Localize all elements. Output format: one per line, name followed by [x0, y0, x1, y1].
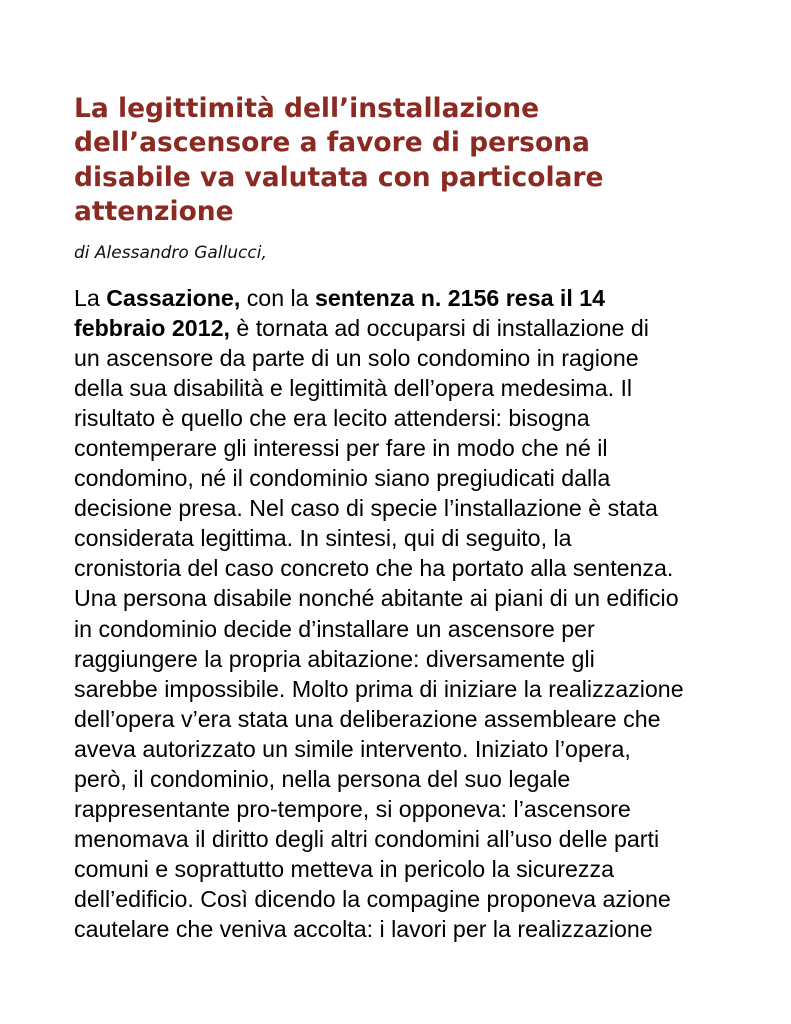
body-line [74, 283, 764, 313]
body-line: in condominio decide d’installare un ascensore per [74, 615, 595, 642]
ruling-reference: sentenza n. 2156 resa il 14 [315, 285, 606, 311]
article-body [74, 283, 764, 944]
title-line: dell’ascensore a favore di persona [74, 127, 590, 159]
body-line: dell’edificio. Così dicendo la compagine proponeva azione [74, 885, 671, 912]
body-text: con la [240, 285, 316, 311]
body-line: risultato è quello che era lecito attendersi: bisogna [74, 405, 590, 432]
body-line: contemperare gli interessi per fare in modo che né il [74, 435, 608, 462]
body-line: cronistoria del caso concreto che ha portato alla sentenza. [74, 555, 674, 582]
title-line: disabile va valutata con particolare [74, 161, 604, 193]
body-line: considerata legittima. In sintesi, qui di seguito, la [74, 525, 572, 552]
body-line: rappresentante pro-tempore, si opponeva: l’ascensore [74, 795, 631, 822]
body-line: condomino, né il condominio siano pregiudicati dalla [74, 465, 611, 492]
title-line: La legittimità dell’installazione [74, 93, 540, 124]
body-line: un ascensore da parte di un solo condomino in ragione [74, 345, 639, 372]
body-line [74, 313, 764, 343]
body-line: cautelare che veniva accolta: i lavori per la realizzazione [74, 915, 653, 942]
body-line: decisione presa. Nel caso di specie l’installazione è stata [74, 495, 658, 522]
body-line: comuni e soprattutto metteva in pericolo la sicurezza [74, 855, 615, 882]
body-line: della sua disabilità e legittimità dell’opera medesima. Il [74, 375, 633, 402]
body-line: sarebbe impossibile. Molto prima di iniziare la realizzazione [74, 675, 684, 702]
body-line: dell’opera v’era stata una deliberazione assembleare che [74, 705, 661, 732]
court-name: Cassazione, [106, 285, 241, 311]
body-text: è tornata ad occuparsi di installazione di [229, 315, 649, 342]
body-line: aveva autorizzato un simile intervento. Iniziato l’opera, [74, 735, 631, 762]
title-line: attenzione [74, 195, 234, 227]
body-text: La [74, 285, 107, 311]
body-line: Una persona disabile nonché abitante ai piani di un edificio [74, 585, 679, 612]
ruling-date: febbraio 2012, [74, 315, 230, 342]
article-title [74, 92, 714, 229]
article-author: di Alessandro Gallucci, [74, 243, 267, 263]
body-line: però, il condominio, nella persona del suo legale [74, 765, 571, 792]
body-line: menomava il diritto degli altri condomini all’uso delle parti [74, 825, 660, 852]
body-line: raggiungere la propria abitazione: diversamente gli [74, 645, 595, 672]
